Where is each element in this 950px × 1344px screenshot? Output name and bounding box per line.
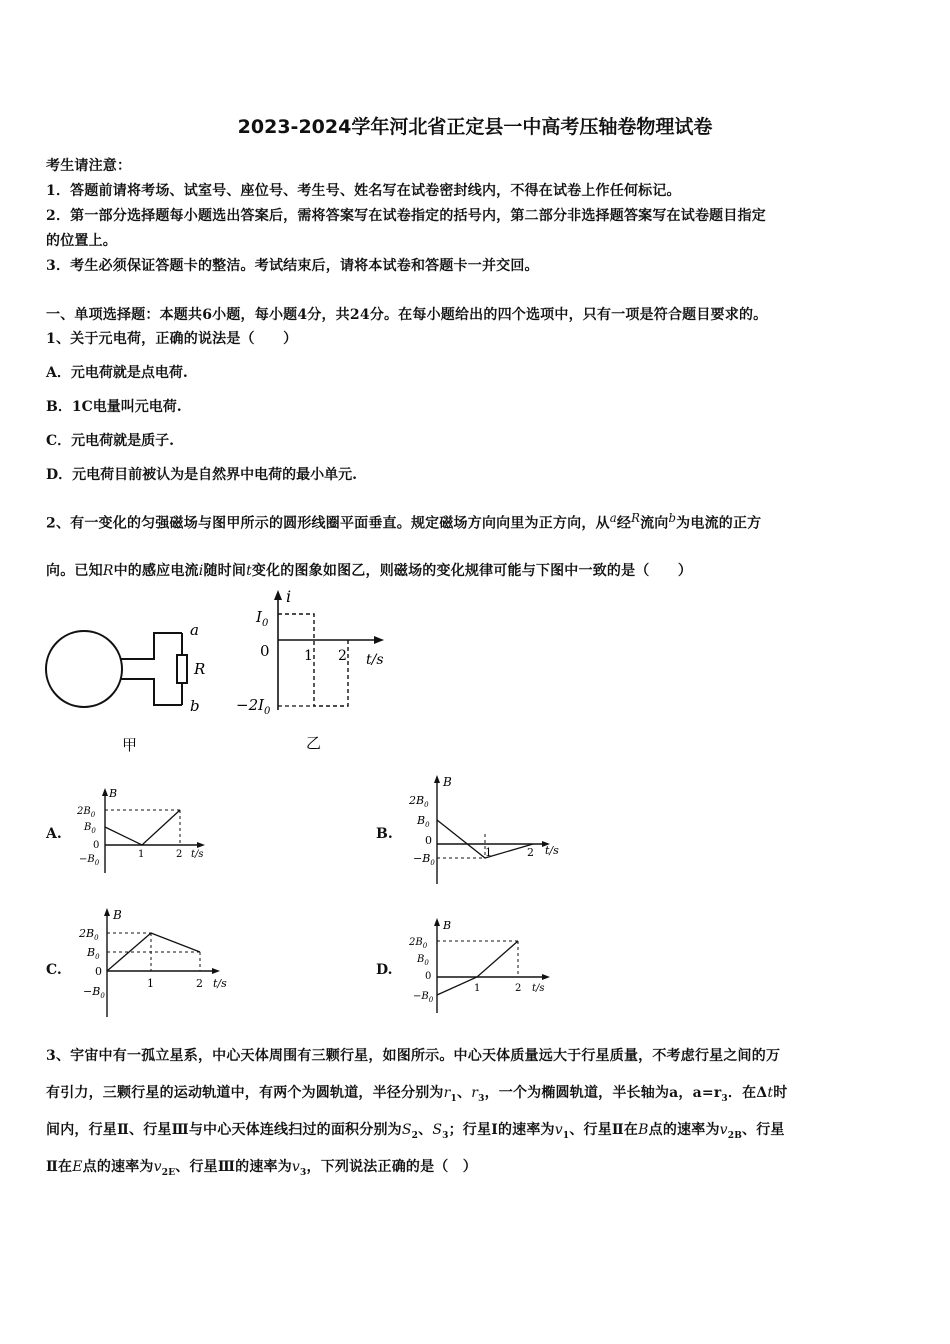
svg-text:1: 1 — [474, 983, 481, 994]
q2-option-d-letter: D. — [376, 962, 393, 978]
svg-text:t/s: t/s — [213, 977, 227, 990]
symbol-b: b — [668, 511, 677, 525]
svg-text:−B0: $-B_0$ — [83, 985, 105, 1000]
svg-text:0: 0 — [425, 971, 432, 982]
svg-text:1: 1 — [147, 977, 154, 990]
svg-text:B0: $B_0$ — [417, 954, 429, 967]
svg-text:1: 1 — [138, 849, 145, 860]
figure-jia-coil — [42, 615, 222, 755]
label-a: a — [190, 621, 199, 639]
q1-option-b: B．1C电量叫元电荷. — [46, 399, 182, 415]
svg-text:1: 1 — [485, 846, 492, 859]
axis-i: i — [286, 588, 292, 606]
svg-text:2: 2 — [527, 846, 534, 859]
tick-1: 1 — [304, 648, 313, 664]
q3-line2: 有引力，三颗行星的运动轨道中，有两个为圆轨道，半径分别为$r_1$、$r_3$，一个为椭圆轨道，半长轴为a，$a=r_3$．在Δt时 — [46, 1085, 788, 1104]
caption-yi: 乙 — [306, 734, 322, 752]
svg-text:t/s: t/s — [532, 983, 545, 994]
symbol-i: i — [198, 563, 204, 579]
tick-2: 2 — [338, 648, 347, 664]
q3-line3: 间内，行星Ⅱ、行星Ⅲ与中心天体连线扫过的面积分别为$S_2$、$S_3$；行星Ⅰ的速率为$v_1$、行星Ⅱ在B点的速率为$v_{2B}$、行星 — [46, 1122, 785, 1141]
label-b: b — [190, 697, 200, 715]
q2-option-a-graph — [75, 785, 225, 880]
q1-stem: 1、关于元电荷，正确的说法是（ ） — [46, 331, 298, 347]
q3-line4: Ⅱ在E点的速率为$v_{2E}$、行星Ⅲ的速率为$v_3$，下列说法正确的是（ ） — [46, 1159, 477, 1178]
svg-text:2: 2 — [196, 977, 203, 990]
q2-stem-line2: 向。已知R中的感应电流i随时间t变化的图象如图乙，则磁场的变化规律可能与下图中一致的是（ ） — [46, 563, 693, 579]
svg-text:0: 0 — [425, 834, 432, 847]
notice-item-1: 1．答题前请将考场、试室号、座位号、考生号、姓名写在试卷密封线内，不得在试卷上作任何标记。 — [46, 183, 681, 199]
notice-item-2-cont: 的位置上。 — [46, 233, 117, 249]
svg-text:B0: $B_0$ — [84, 822, 96, 835]
section-heading: 一、单项选择题：本题共6小题，每小题4分，共24分。在每小题给出的四个选项中，只有一项是符合题目要求的。 — [46, 307, 768, 323]
q1-option-d: D．元电荷目前被认为是自然界中电荷的最小单元. — [46, 467, 358, 483]
figure-yi-current-graph — [228, 588, 408, 758]
q2-option-b-graph — [405, 772, 575, 887]
label-R: R — [194, 660, 206, 678]
svg-text:2: 2 — [515, 983, 522, 994]
notice-item-3: 3．考生必须保证答题卡的整洁。考试结束后，请将本试卷和答题卡一并交回。 — [46, 258, 539, 274]
svg-text:−B0: $-B_0$ — [413, 852, 435, 867]
svg-text:B: B — [443, 919, 452, 932]
svg-text:B0: $B_0$ — [417, 814, 430, 829]
label-I0: $I_0$ — [256, 608, 269, 629]
symbol-R2: R — [102, 563, 114, 579]
svg-text:t/s: t/s — [191, 849, 204, 860]
svg-text:0: 0 — [95, 965, 102, 978]
label-neg-2I0: $-2I_0$ — [236, 696, 271, 717]
svg-text:B: B — [109, 787, 118, 800]
page-title: 2023-2024学年河北省正定县一中高考压轴卷物理试卷 — [237, 116, 713, 138]
svg-text:B: B — [443, 775, 452, 789]
symbol-a: a — [609, 511, 617, 525]
q2-option-b-letter: B. — [376, 826, 393, 842]
axis-t: t/s — [366, 652, 384, 668]
q1-option-c: C．元电荷就是质子. — [46, 433, 175, 449]
caption-jia: 甲 — [122, 736, 138, 754]
q3-line1: 3、宇宙中有一孤立星系，中心天体周围有三颗行星，如图所示。中心天体质量远大于行星质量，不考虑行星之间的万 — [46, 1048, 781, 1064]
q2-option-d-graph — [405, 915, 575, 1015]
svg-text:2B0: $2B_0$ — [77, 806, 96, 819]
label-zero: 0 — [260, 642, 270, 660]
q2-option-c-graph — [75, 905, 245, 1020]
svg-text:t/s: t/s — [545, 844, 559, 857]
svg-text:2B0: $2B_0$ — [409, 794, 429, 809]
svg-text:0: 0 — [93, 840, 100, 851]
q2-option-a-letter: A. — [46, 826, 62, 842]
svg-text:−B0: $-B_0$ — [79, 854, 100, 867]
svg-text:B: B — [113, 908, 122, 922]
svg-text:2B0: $2B_0$ — [79, 927, 99, 942]
notice-item-2: 2．第一部分选择题每小题选出答案后，需将答案写在试卷指定的括号内，第二部分非选择题答案写在试卷题目指定 — [46, 208, 766, 224]
q2-option-c-letter: C. — [46, 962, 62, 978]
notice-heading: 考生请注意： — [46, 158, 132, 174]
svg-text:−B0: $-B_0$ — [413, 991, 434, 1004]
symbol-R: R — [631, 511, 641, 525]
symbol-t: t — [246, 563, 252, 579]
q2-stem-line1: 2、有一变化的匀强磁场与图甲所示的圆形线圈平面垂直。规定磁场方向向里为正方向，从$^a$经$^R$流向$^b$为电流的正方 — [46, 511, 762, 532]
svg-text:2B0: $2B_0$ — [409, 937, 428, 950]
svg-text:2: 2 — [176, 849, 183, 860]
q1-option-a: A．元电荷就是点电荷. — [46, 365, 188, 381]
svg-text:B0: $B_0$ — [87, 946, 100, 961]
